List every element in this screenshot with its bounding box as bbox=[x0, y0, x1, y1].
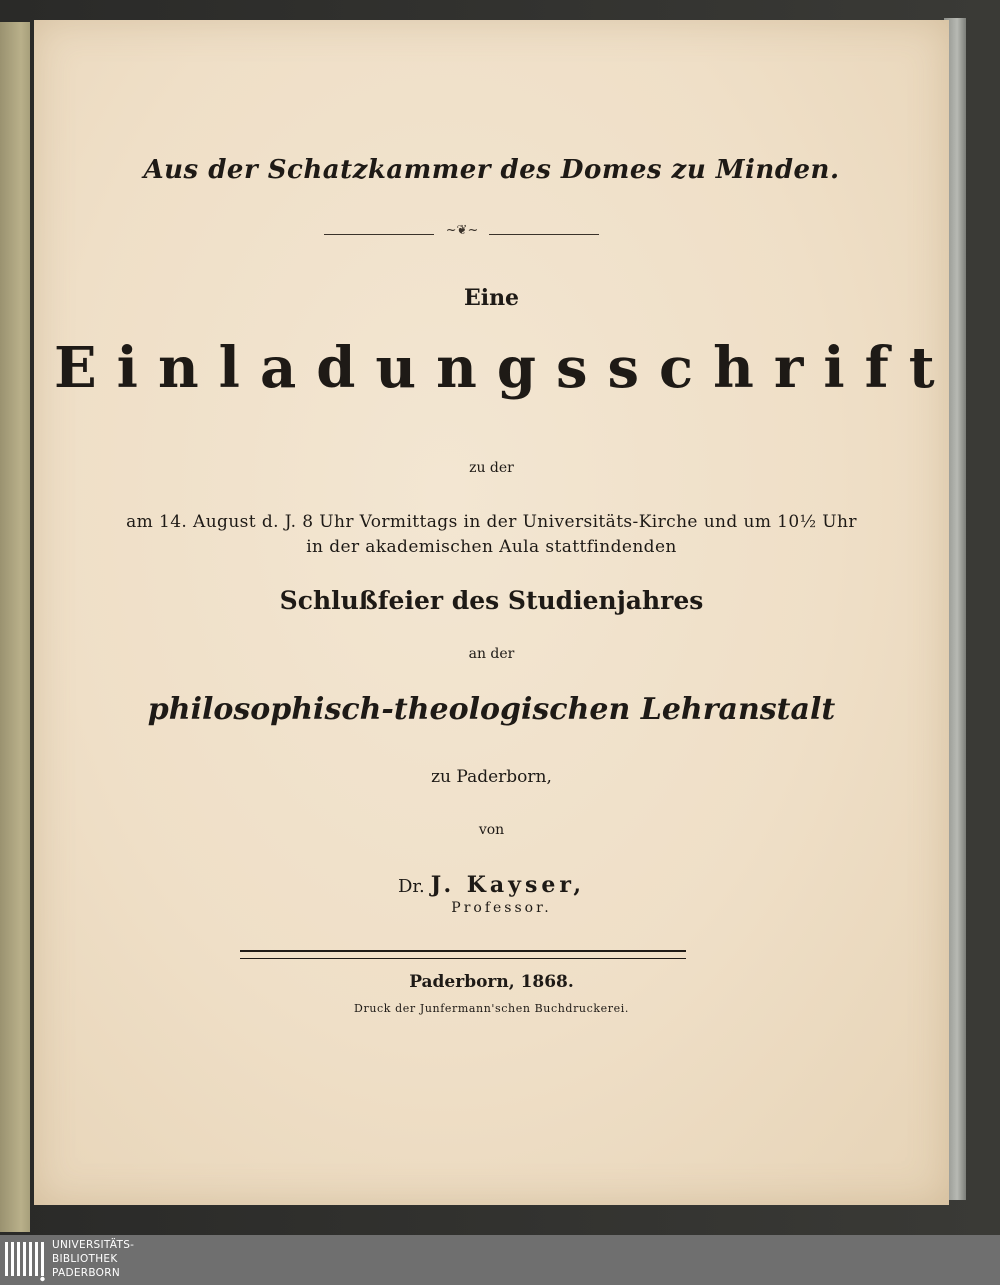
library-footer bbox=[0, 1235, 1000, 1285]
logo-line-2: BIBLIOTHEK bbox=[52, 1253, 118, 1265]
author-title: Dr. bbox=[398, 876, 425, 897]
logo-line-3: PADERBORN bbox=[52, 1267, 120, 1279]
library-logo-icon bbox=[2, 1238, 48, 1282]
logo-line-1: UNIVERSITÄTS- bbox=[52, 1239, 135, 1251]
institution-name: philosophisch-theologischen Lehranstalt bbox=[147, 692, 836, 727]
imprint-place-year: Paderborn, 1868. bbox=[409, 972, 574, 992]
floral-ornament-icon: ~❦~ bbox=[445, 223, 479, 238]
ceremony-title: Schlußfeier des Studienjahres bbox=[279, 586, 704, 615]
divider-rule-left bbox=[324, 234, 434, 235]
main-title: Einladungsschrift bbox=[54, 335, 955, 401]
author-role: Professor. bbox=[451, 900, 552, 916]
printer-line: Druck der Junfermann'schen Buchdruckerei. bbox=[354, 1002, 629, 1015]
subtitle-eine: Eine bbox=[463, 285, 520, 311]
event-date-line: am 14. August d. J. 8 Uhr Vormittags in der Universitäts-Kirche und um 10½ Uhr bbox=[126, 512, 857, 532]
previous-page-edge bbox=[0, 22, 30, 1232]
connector-zu-der: zu der bbox=[469, 460, 514, 476]
library-logo-text bbox=[52, 1238, 134, 1280]
connector-von: von bbox=[478, 822, 505, 838]
ornamental-divider bbox=[324, 223, 599, 238]
author-name: J. Kayser, bbox=[430, 872, 585, 898]
place-line: zu Paderborn, bbox=[431, 767, 552, 787]
imprint-double-rule bbox=[240, 950, 686, 959]
event-venue-line: in der akademischen Aula stattfindenden bbox=[306, 537, 677, 557]
divider-rule-right bbox=[489, 234, 599, 235]
title-page bbox=[34, 20, 955, 1205]
header-title: Aus der Schatzkammer des Domes zu Minden. bbox=[143, 155, 840, 185]
author-line bbox=[34, 872, 949, 898]
connector-an-der: an der bbox=[468, 646, 515, 662]
